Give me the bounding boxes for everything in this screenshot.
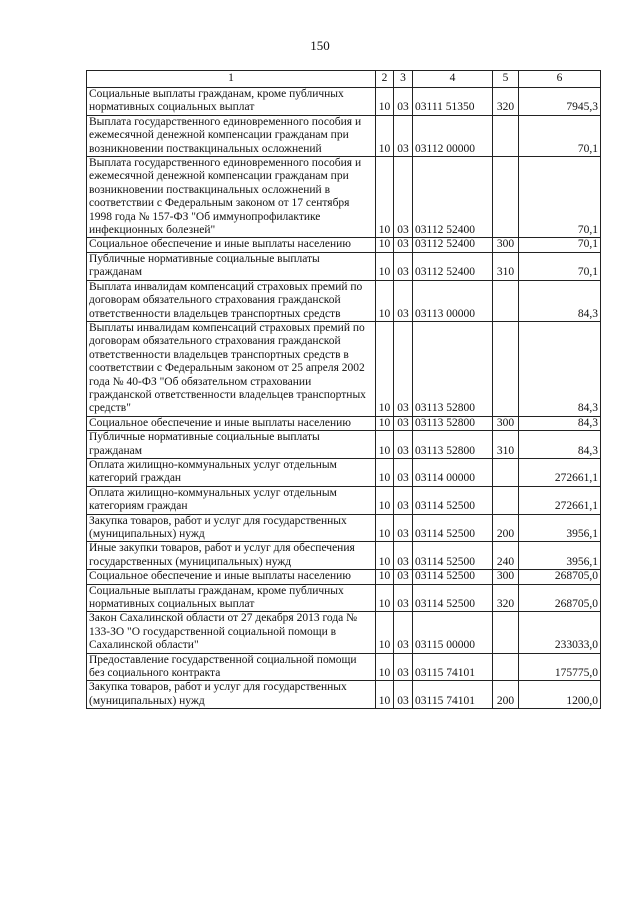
row-section-cell: 10 [376, 681, 394, 709]
row-target-article-cell: 03113 52800 [413, 431, 493, 459]
row-name-cell: Социальные выплаты гражданам, кроме публичных нормативных социальных выплат [87, 584, 376, 612]
row-expense-type-cell [493, 612, 519, 653]
row-section-cell: 10 [376, 653, 394, 681]
row-amount-cell: 70,1 [519, 157, 601, 238]
row-target-article-cell: 03114 52500 [413, 584, 493, 612]
column-header-expense-type: 5 [493, 71, 519, 88]
row-target-article-cell: 03112 52400 [413, 157, 493, 238]
column-header-target-article: 4 [413, 71, 493, 88]
row-amount-cell: 70,1 [519, 252, 601, 280]
row-name-cell: Закон Сахалинской области от 27 декабря 2013 года № 133-ЗО "О государственной социальной помощи в Сахалинской области" [87, 612, 376, 653]
row-expense-type-cell [493, 115, 519, 156]
row-section-cell: 10 [376, 431, 394, 459]
row-expense-type-cell [493, 486, 519, 514]
table-row [87, 486, 601, 514]
table-row [87, 653, 601, 681]
row-name-cell: Закупка товаров, работ и услуг для государственных (муниципальных) нужд [87, 514, 376, 542]
row-expense-type-cell: 310 [493, 431, 519, 459]
row-name-cell: Выплата государственного единовременного пособия и ежемесячной денежной компенсации гражданам при возникновении поствакцинальных осложнений [87, 115, 376, 156]
row-section-cell: 10 [376, 458, 394, 486]
row-amount-cell: 70,1 [519, 238, 601, 252]
table-row [87, 570, 601, 584]
row-target-article-cell: 03114 52500 [413, 542, 493, 570]
row-name-cell: Социальное обеспечение и иные выплаты населению [87, 416, 376, 430]
row-subsection-cell: 03 [394, 252, 413, 280]
row-subsection-cell: 03 [394, 238, 413, 252]
table-row [87, 514, 601, 542]
budget-table [86, 70, 601, 709]
table-row [87, 416, 601, 430]
row-amount-cell: 84,3 [519, 416, 601, 430]
page-number: 150 [310, 38, 330, 53]
row-expense-type-cell: 300 [493, 570, 519, 584]
row-subsection-cell: 03 [394, 653, 413, 681]
row-section-cell: 10 [376, 486, 394, 514]
row-subsection-cell: 03 [394, 115, 413, 156]
row-amount-cell: 7945,3 [519, 88, 601, 116]
table-row [87, 431, 601, 459]
row-amount-cell: 272661,1 [519, 458, 601, 486]
row-name-cell: Иные закупки товаров, работ и услуг для обеспечения государственных (муниципальных) нужд [87, 542, 376, 570]
row-target-article-cell: 03111 51350 [413, 88, 493, 116]
row-target-article-cell: 03114 52500 [413, 514, 493, 542]
row-subsection-cell: 03 [394, 416, 413, 430]
row-target-article-cell: 03112 00000 [413, 115, 493, 156]
row-name-cell: Закупка товаров, работ и услуг для государственных (муниципальных) нужд [87, 681, 376, 709]
row-name-cell: Социальное обеспечение и иные выплаты населению [87, 570, 376, 584]
row-expense-type-cell: 240 [493, 542, 519, 570]
row-target-article-cell: 03113 00000 [413, 280, 493, 321]
row-section-cell: 10 [376, 584, 394, 612]
row-target-article-cell: 03115 00000 [413, 612, 493, 653]
table-row [87, 157, 601, 238]
row-expense-type-cell [493, 157, 519, 238]
column-header-subsection: 3 [394, 71, 413, 88]
table-header-row [87, 71, 601, 88]
row-name-cell: Оплата жилищно-коммунальных услуг отдельным категориям граждан [87, 486, 376, 514]
row-section-cell: 10 [376, 280, 394, 321]
row-name-cell: Выплата государственного единовременного пособия и ежемесячной денежной компенсации гражданам при возникновении поствакцинальных осложнений в соответствии с Федеральным законом от 17 сентября 1998 года № 157-ФЗ "Об иммунопрофилактике инфекционных болезней" [87, 157, 376, 238]
row-amount-cell: 70,1 [519, 115, 601, 156]
column-header-name: 1 [87, 71, 376, 88]
row-amount-cell: 272661,1 [519, 486, 601, 514]
row-section-cell: 10 [376, 252, 394, 280]
row-amount-cell: 268705,0 [519, 584, 601, 612]
row-target-article-cell: 03112 52400 [413, 238, 493, 252]
row-subsection-cell: 03 [394, 514, 413, 542]
table-row [87, 115, 601, 156]
row-amount-cell: 3956,1 [519, 514, 601, 542]
row-target-article-cell: 03115 74101 [413, 653, 493, 681]
row-amount-cell: 84,3 [519, 321, 601, 416]
row-section-cell: 10 [376, 612, 394, 653]
row-amount-cell: 84,3 [519, 431, 601, 459]
row-amount-cell: 1200,0 [519, 681, 601, 709]
row-subsection-cell: 03 [394, 584, 413, 612]
row-name-cell: Публичные нормативные социальные выплаты гражданам [87, 252, 376, 280]
row-amount-cell: 3956,1 [519, 542, 601, 570]
row-section-cell: 10 [376, 88, 394, 116]
table-row [87, 238, 601, 252]
row-expense-type-cell: 200 [493, 514, 519, 542]
row-amount-cell: 175775,0 [519, 653, 601, 681]
row-name-cell: Социальные выплаты гражданам, кроме публичных нормативных социальных выплат [87, 88, 376, 116]
table-row [87, 542, 601, 570]
row-section-cell: 10 [376, 157, 394, 238]
row-target-article-cell: 03114 52500 [413, 570, 493, 584]
row-subsection-cell: 03 [394, 157, 413, 238]
row-subsection-cell: 03 [394, 570, 413, 584]
row-name-cell: Социальное обеспечение и иные выплаты населению [87, 238, 376, 252]
row-expense-type-cell: 320 [493, 88, 519, 116]
row-target-article-cell: 03114 00000 [413, 458, 493, 486]
table-row [87, 584, 601, 612]
row-subsection-cell: 03 [394, 458, 413, 486]
row-expense-type-cell [493, 280, 519, 321]
row-expense-type-cell [493, 458, 519, 486]
row-target-article-cell: 03113 52800 [413, 321, 493, 416]
row-name-cell: Выплата инвалидам компенсаций страховых премий по договорам обязательного страхования гражданской ответственности владельцев транспортных средств [87, 280, 376, 321]
row-subsection-cell: 03 [394, 612, 413, 653]
row-target-article-cell: 03113 52800 [413, 416, 493, 430]
row-expense-type-cell: 300 [493, 238, 519, 252]
table-row [87, 280, 601, 321]
row-section-cell: 10 [376, 514, 394, 542]
row-name-cell: Публичные нормативные социальные выплаты гражданам [87, 431, 376, 459]
row-name-cell: Выплаты инвалидам компенсаций страховых премий по договорам обязательного страхования гражданской ответственности владельцев транспортных средств в соответствии с Федеральным законом от 25 апреля 2002 года № 40-ФЗ "Об обязательном страховании гражданской ответственности владельцев транспортных средств" [87, 321, 376, 416]
row-expense-type-cell: 310 [493, 252, 519, 280]
row-section-cell: 10 [376, 542, 394, 570]
row-subsection-cell: 03 [394, 88, 413, 116]
row-expense-type-cell: 320 [493, 584, 519, 612]
row-subsection-cell: 03 [394, 542, 413, 570]
row-section-cell: 10 [376, 570, 394, 584]
row-target-article-cell: 03115 74101 [413, 681, 493, 709]
row-expense-type-cell: 200 [493, 681, 519, 709]
table-body [87, 88, 601, 709]
column-header-section: 2 [376, 71, 394, 88]
row-section-cell: 10 [376, 115, 394, 156]
row-subsection-cell: 03 [394, 486, 413, 514]
row-name-cell: Предоставление государственной социальной помощи без социального контракта [87, 653, 376, 681]
table-row [87, 612, 601, 653]
row-amount-cell: 268705,0 [519, 570, 601, 584]
row-subsection-cell: 03 [394, 681, 413, 709]
column-header-amount: 6 [519, 71, 601, 88]
row-section-cell: 10 [376, 321, 394, 416]
row-target-article-cell: 03112 52400 [413, 252, 493, 280]
table-row [87, 681, 601, 709]
row-expense-type-cell [493, 653, 519, 681]
row-subsection-cell: 03 [394, 280, 413, 321]
row-name-cell: Оплата жилищно-коммунальных услуг отдельным категорий граждан [87, 458, 376, 486]
table-row [87, 458, 601, 486]
row-expense-type-cell: 300 [493, 416, 519, 430]
row-subsection-cell: 03 [394, 321, 413, 416]
row-amount-cell: 84,3 [519, 280, 601, 321]
row-target-article-cell: 03114 52500 [413, 486, 493, 514]
row-expense-type-cell [493, 321, 519, 416]
row-section-cell: 10 [376, 238, 394, 252]
table-row [87, 88, 601, 116]
table-row [87, 321, 601, 416]
row-amount-cell: 233033,0 [519, 612, 601, 653]
row-subsection-cell: 03 [394, 431, 413, 459]
row-section-cell: 10 [376, 416, 394, 430]
table-row [87, 252, 601, 280]
